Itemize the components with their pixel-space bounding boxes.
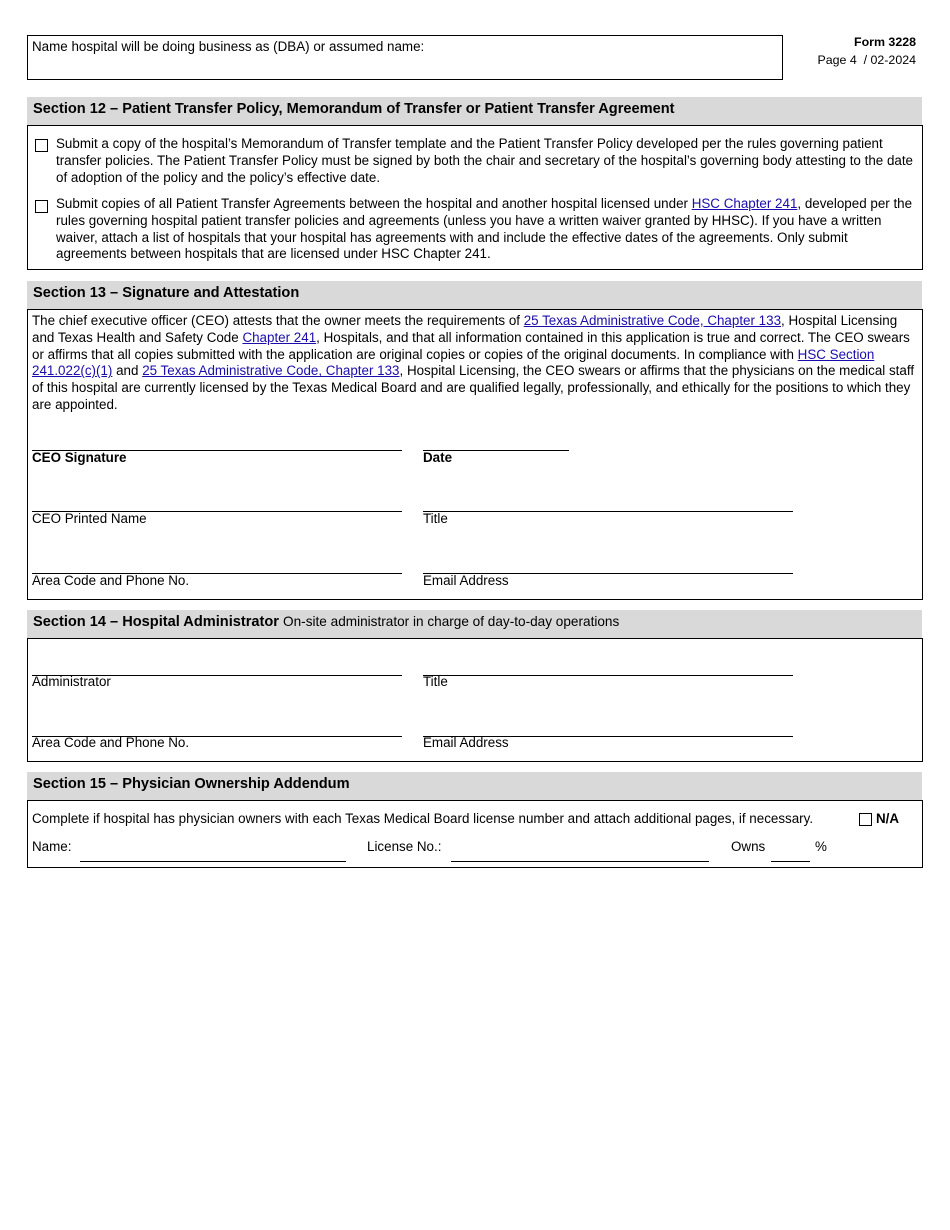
date-label: Date <box>423 450 453 465</box>
section-15-title: Section 15 – Physician Ownership Addendum <box>33 776 350 792</box>
form-number: Form 3228 <box>854 35 916 49</box>
section-14-title: Section 14 – Hospital Administrator <box>33 614 279 630</box>
ceo-email-label: Email Address <box>423 573 509 588</box>
section-12-item-2 <box>56 196 914 263</box>
hsc-chapter-241-link[interactable]: HSC Chapter 241 <box>691 196 798 211</box>
memorandum-checkbox[interactable] <box>35 139 48 152</box>
tac-chapter-133-link[interactable]: 25 Texas Administrative Code, Chapter 133 <box>523 313 782 328</box>
section-13-title: Section 13 – Signature and Attestation <box>33 285 300 301</box>
admin-title-line[interactable] <box>423 675 793 676</box>
owns-label: Owns <box>731 839 766 854</box>
ceo-phone-label: Area Code and Phone No. <box>32 573 190 588</box>
item-2-text-b: , developed per the rules governing hospital patient transfer policies and agreements (unless you have a written waiver granted by HHSC). If you have a written waiver, attach a list of hospitals that your hospital has agreements with and include the effective dates of the agreements. Only submit agreements between hospitals that are licensed under HSC Chapter 241. <box>56 196 913 262</box>
admin-email-label: Email Address <box>423 735 509 750</box>
ceo-printed-name-label: CEO Printed Name <box>32 511 147 526</box>
owner-name-line[interactable] <box>80 861 346 862</box>
section-12-item-1: Submit a copy of the hospital’s Memorandum of Transfer template and the Patient Transfer Policy developed per the rules governing patient transfer policies. The Patient Transfer Policy must be signed by both the chair and secretary of the hospital’s governing body attesting to the date of adoption of the policy and the policy’s effective date. <box>56 136 913 185</box>
tac-chapter-133-link-2[interactable]: 25 Texas Administrative Code, Chapter 133 <box>142 363 400 379</box>
license-number-line[interactable] <box>451 861 709 862</box>
dba-label: Name hospital will be doing business as (DBA) or assumed name: <box>32 39 425 54</box>
attest-text-4: and <box>112 363 143 379</box>
dba-field[interactable] <box>27 35 783 80</box>
owns-percent-line[interactable] <box>771 861 810 862</box>
section-14-header <box>27 610 922 638</box>
license-number-label: License No.: <box>367 839 442 854</box>
chapter-241-link[interactable]: Chapter 241 <box>242 329 317 345</box>
page-info: Page 4 / 02-2024 <box>817 53 916 67</box>
attestation-paragraph <box>32 313 916 414</box>
ceo-title-label: Title <box>423 511 448 526</box>
transfer-agreements-checkbox[interactable] <box>35 200 48 213</box>
section-14-subtitle: On-site administrator in charge of day-to-day operations <box>283 614 620 629</box>
section-12-title: Section 12 – Patient Transfer Policy, Memorandum of Transfer or Patient Transfer Agreement <box>33 101 675 117</box>
attest-text-2: , Hospital Licensing and Texas Health and Safety Code <box>32 313 898 345</box>
administrator-label: Administrator <box>32 674 111 689</box>
section-15-instruction: Complete if hospital has physician owners with each Texas Medical Board license number and attach additional pages, if necessary. <box>32 811 814 826</box>
item-2-text-a: Submit copies of all Patient Transfer Agreements between the hospital and another hospital licensed under <box>56 196 692 211</box>
na-label: N/A <box>876 811 900 826</box>
ceo-signature-label: CEO Signature <box>32 450 127 465</box>
ceo-title-line[interactable] <box>423 511 793 512</box>
percent-sign: % <box>815 839 827 854</box>
attest-text-3: , Hospitals, and that all information contained in this application is true and correct. The CEO swears or affirms that all copies submitted with the application are original copies or copies of the original documents. In compliance with <box>32 329 910 362</box>
na-checkbox[interactable] <box>859 813 872 826</box>
admin-title-label: Title <box>423 674 448 689</box>
attest-text-1: The chief executive officer (CEO) attests that the owner meets the requirements of <box>32 313 524 328</box>
section-13-header <box>27 281 922 309</box>
attest-text-5: , Hospital Licensing, the CEO swears or affirms that the physicians on the medical staff of this hospital are currently licensed by the Texas Medical Board and are qualified legally, professionally, and ethically for the positions to which they are appointed. <box>32 363 915 412</box>
section-15-header <box>27 772 922 800</box>
section-12-header <box>27 97 922 125</box>
admin-phone-label: Area Code and Phone No. <box>32 735 190 750</box>
owner-name-label: Name: <box>32 839 72 854</box>
hsc-section-241-022-link[interactable]: HSC Section 241.022(c)(1) <box>32 346 875 379</box>
